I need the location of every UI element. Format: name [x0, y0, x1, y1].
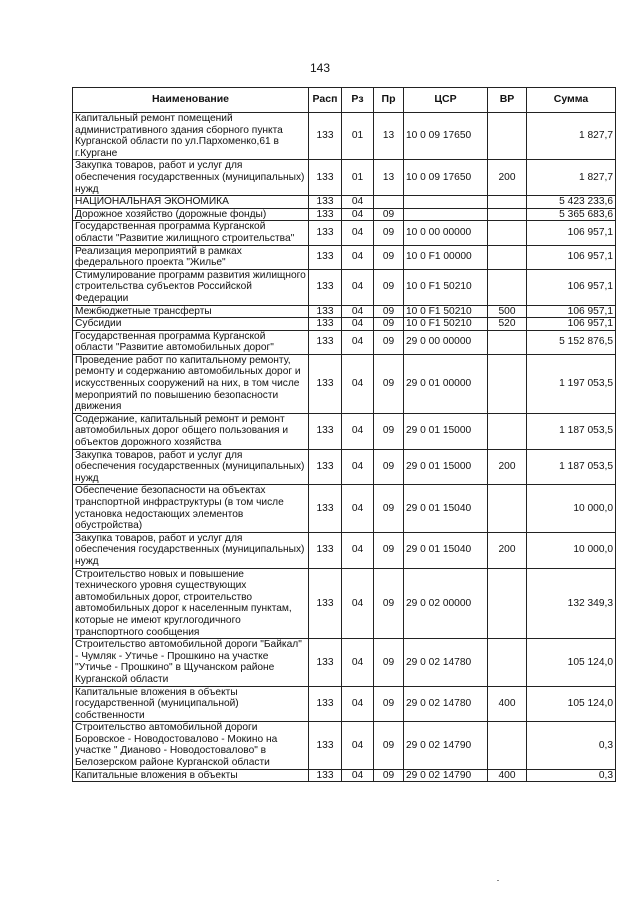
cell-name: Обеспечение безопасности на объектах транспортной инфраструктуры (в том числе установка недостающих элементов обустройства) [73, 485, 309, 532]
cell-sum: 10 000,0 [527, 532, 616, 568]
cell-rasp: 133 [309, 113, 342, 160]
cell-rz: 04 [342, 413, 374, 449]
cell-rasp: 133 [309, 686, 342, 722]
cell-sum: 5 423 233,6 [527, 196, 616, 209]
cell-pr: 09 [374, 305, 404, 318]
cell-sum: 106 957,1 [527, 269, 616, 305]
cell-name: Капитальный ремонт помещений административного здания сборного пункта Курганской области по ул.Пархоменко,61 в г.Кургане [73, 113, 309, 160]
cell-rasp: 133 [309, 269, 342, 305]
cell-name: Дорожное хозяйство (дорожные фонды) [73, 208, 309, 221]
table-row [73, 221, 616, 245]
cell-name: Строительство автомобильной дороги "Байкал" - Чумляк - Утичье - Прошкино на участке "Утичье - Прошкино" в Щучанском районе Курганской области [73, 639, 309, 686]
cell-rasp: 133 [309, 769, 342, 782]
cell-rasp: 133 [309, 722, 342, 769]
cell-csr: 29 0 02 14780 [404, 686, 488, 722]
cell-vr: 500 [488, 305, 527, 318]
cell-pr: 09 [374, 449, 404, 485]
table-row [73, 449, 616, 485]
cell-rasp: 133 [309, 305, 342, 318]
cell-rasp: 133 [309, 208, 342, 221]
table-row [73, 318, 616, 331]
scan-speck [497, 880, 499, 881]
table-row [73, 568, 616, 639]
cell-pr: 09 [374, 769, 404, 782]
cell-pr: 09 [374, 330, 404, 354]
cell-rz: 04 [342, 245, 374, 269]
cell-rz: 04 [342, 269, 374, 305]
cell-rz: 04 [342, 221, 374, 245]
cell-name: Государственная программа Курганской области "Развитие жилищного строительства" [73, 221, 309, 245]
cell-rz: 04 [342, 330, 374, 354]
header-sum: Сумма [527, 88, 616, 113]
header-csr: ЦСР [404, 88, 488, 113]
cell-rasp: 133 [309, 196, 342, 209]
cell-vr: 200 [488, 532, 527, 568]
cell-name: Капитальные вложения в объекты государственной (муниципальной) собственности [73, 686, 309, 722]
header-vr: ВР [488, 88, 527, 113]
cell-pr: 09 [374, 208, 404, 221]
cell-csr: 29 0 01 15000 [404, 449, 488, 485]
cell-vr [488, 245, 527, 269]
table-row [73, 722, 616, 769]
table-row [73, 330, 616, 354]
cell-name: НАЦИОНАЛЬНАЯ ЭКОНОМИКА [73, 196, 309, 209]
table-row [73, 686, 616, 722]
cell-rz: 04 [342, 722, 374, 769]
cell-csr: 29 0 02 14790 [404, 722, 488, 769]
cell-vr [488, 113, 527, 160]
cell-rz: 04 [342, 532, 374, 568]
cell-sum: 0,3 [527, 722, 616, 769]
cell-sum: 105 124,0 [527, 639, 616, 686]
cell-csr: 10 0 F1 50210 [404, 305, 488, 318]
header-rasp: Расп [309, 88, 342, 113]
cell-name: Содержание, капитальный ремонт и ремонт автомобильных дорог общего пользования и объектов дорожного хозяйства [73, 413, 309, 449]
cell-sum: 5 152 876,5 [527, 330, 616, 354]
cell-rz: 04 [342, 639, 374, 686]
cell-csr: 29 0 01 15040 [404, 532, 488, 568]
cell-name: Государственная программа Курганской области "Развитие автомобильных дорог" [73, 330, 309, 354]
cell-vr: 200 [488, 160, 527, 196]
cell-sum: 5 365 683,6 [527, 208, 616, 221]
cell-sum: 1 187 053,5 [527, 413, 616, 449]
page-number: 143 [309, 61, 331, 75]
cell-pr [374, 196, 404, 209]
cell-name: Стимулирование программ развития жилищного строительства субъектов Российской Федерации [73, 269, 309, 305]
cell-csr: 10 0 09 17650 [404, 160, 488, 196]
cell-rasp: 133 [309, 413, 342, 449]
cell-vr [488, 722, 527, 769]
cell-rz: 01 [342, 113, 374, 160]
cell-csr: 10 0 F1 50210 [404, 269, 488, 305]
cell-pr: 09 [374, 722, 404, 769]
cell-rasp: 133 [309, 532, 342, 568]
cell-vr [488, 330, 527, 354]
cell-rasp: 133 [309, 245, 342, 269]
cell-pr: 13 [374, 113, 404, 160]
cell-rasp: 133 [309, 330, 342, 354]
cell-vr [488, 221, 527, 245]
cell-csr [404, 196, 488, 209]
cell-rasp: 133 [309, 568, 342, 639]
cell-pr: 09 [374, 269, 404, 305]
cell-rasp: 133 [309, 318, 342, 331]
table-row [73, 769, 616, 782]
cell-csr: 29 0 02 00000 [404, 568, 488, 639]
cell-pr: 09 [374, 245, 404, 269]
cell-pr: 09 [374, 485, 404, 532]
cell-csr: 10 0 F1 50210 [404, 318, 488, 331]
cell-csr: 29 0 00 00000 [404, 330, 488, 354]
cell-pr: 09 [374, 413, 404, 449]
cell-vr [488, 208, 527, 221]
cell-csr: 29 0 02 14780 [404, 639, 488, 686]
cell-csr: 10 0 09 17650 [404, 113, 488, 160]
header-pr: Пр [374, 88, 404, 113]
cell-rasp: 133 [309, 354, 342, 413]
table-row [73, 208, 616, 221]
table-row [73, 485, 616, 532]
cell-vr: 200 [488, 449, 527, 485]
table-row [73, 196, 616, 209]
cell-rz: 04 [342, 354, 374, 413]
cell-csr: 10 0 00 00000 [404, 221, 488, 245]
cell-rz: 04 [342, 686, 374, 722]
cell-rz: 04 [342, 196, 374, 209]
cell-csr: 29 0 01 15000 [404, 413, 488, 449]
cell-name: Строительство автомобильной дороги Боровское - Новодостовалово - Мокино на участке " Дианово - Новодостовалово" в Белозерском районе Курганской области [73, 722, 309, 769]
cell-pr: 09 [374, 686, 404, 722]
cell-sum: 1 827,7 [527, 160, 616, 196]
table-row [73, 354, 616, 413]
cell-vr [488, 269, 527, 305]
cell-vr [488, 196, 527, 209]
table-row [73, 113, 616, 160]
table-row [73, 639, 616, 686]
header-name: Наименование [73, 88, 309, 113]
cell-csr [404, 208, 488, 221]
cell-sum: 1 197 053,5 [527, 354, 616, 413]
cell-rz: 04 [342, 485, 374, 532]
cell-rz: 04 [342, 305, 374, 318]
cell-rz: 04 [342, 318, 374, 331]
cell-rz: 04 [342, 568, 374, 639]
cell-vr [488, 413, 527, 449]
cell-name: Реализация мероприятий в рамках федерального проекта "Жилье" [73, 245, 309, 269]
table-row [73, 245, 616, 269]
table-row [73, 269, 616, 305]
cell-sum: 0,3 [527, 769, 616, 782]
header-rz: Рз [342, 88, 374, 113]
cell-pr: 09 [374, 639, 404, 686]
cell-csr: 29 0 02 14790 [404, 769, 488, 782]
cell-pr: 09 [374, 221, 404, 245]
cell-sum: 10 000,0 [527, 485, 616, 532]
table-row [73, 532, 616, 568]
cell-vr [488, 568, 527, 639]
cell-sum: 106 957,1 [527, 305, 616, 318]
cell-sum: 106 957,1 [527, 318, 616, 331]
cell-vr: 400 [488, 769, 527, 782]
cell-rasp: 133 [309, 221, 342, 245]
cell-sum: 106 957,1 [527, 221, 616, 245]
cell-pr: 09 [374, 532, 404, 568]
cell-name: Закупка товаров, работ и услуг для обеспечения государственных (муниципальных) нужд [73, 532, 309, 568]
cell-sum: 106 957,1 [527, 245, 616, 269]
cell-rasp: 133 [309, 639, 342, 686]
cell-pr: 09 [374, 568, 404, 639]
cell-name: Межбюджетные трансферты [73, 305, 309, 318]
cell-name: Проведение работ по капитальному ремонту, ремонту и содержанию автомобильных дорог и искусственных сооружений на них, в том числе мероприятий по повышению безопасности движения [73, 354, 309, 413]
cell-name: Закупка товаров, работ и услуг для обеспечения государственных (муниципальных) нужд [73, 449, 309, 485]
cell-name: Капитальные вложения в объекты [73, 769, 309, 782]
cell-csr: 29 0 01 15040 [404, 485, 488, 532]
cell-vr [488, 354, 527, 413]
cell-name: Субсидии [73, 318, 309, 331]
cell-rz: 04 [342, 769, 374, 782]
cell-pr: 09 [374, 354, 404, 413]
cell-sum: 132 349,3 [527, 568, 616, 639]
table-header-row [73, 88, 616, 113]
cell-sum: 105 124,0 [527, 686, 616, 722]
cell-rasp: 133 [309, 160, 342, 196]
table-row [73, 413, 616, 449]
cell-name: Закупка товаров, работ и услуг для обеспечения государственных (муниципальных) нужд [73, 160, 309, 196]
cell-csr: 10 0 F1 00000 [404, 245, 488, 269]
cell-rz: 04 [342, 208, 374, 221]
cell-rz: 04 [342, 449, 374, 485]
cell-vr: 400 [488, 686, 527, 722]
cell-name: Строительство новых и повышение технического уровня существующих автомобильных дорог, строительство автомобильных дорог к населенным пунктам, которые не имеют круглогодичного транспортного сообщения [73, 568, 309, 639]
cell-sum: 1 827,7 [527, 113, 616, 160]
cell-pr: 09 [374, 318, 404, 331]
table-body [73, 113, 616, 782]
cell-vr: 520 [488, 318, 527, 331]
budget-table [72, 87, 616, 782]
cell-csr: 29 0 01 00000 [404, 354, 488, 413]
cell-rz: 01 [342, 160, 374, 196]
cell-rasp: 133 [309, 485, 342, 532]
cell-vr [488, 485, 527, 532]
cell-rasp: 133 [309, 449, 342, 485]
cell-pr: 13 [374, 160, 404, 196]
table-row [73, 305, 616, 318]
cell-sum: 1 187 053,5 [527, 449, 616, 485]
cell-vr [488, 639, 527, 686]
table-row [73, 160, 616, 196]
